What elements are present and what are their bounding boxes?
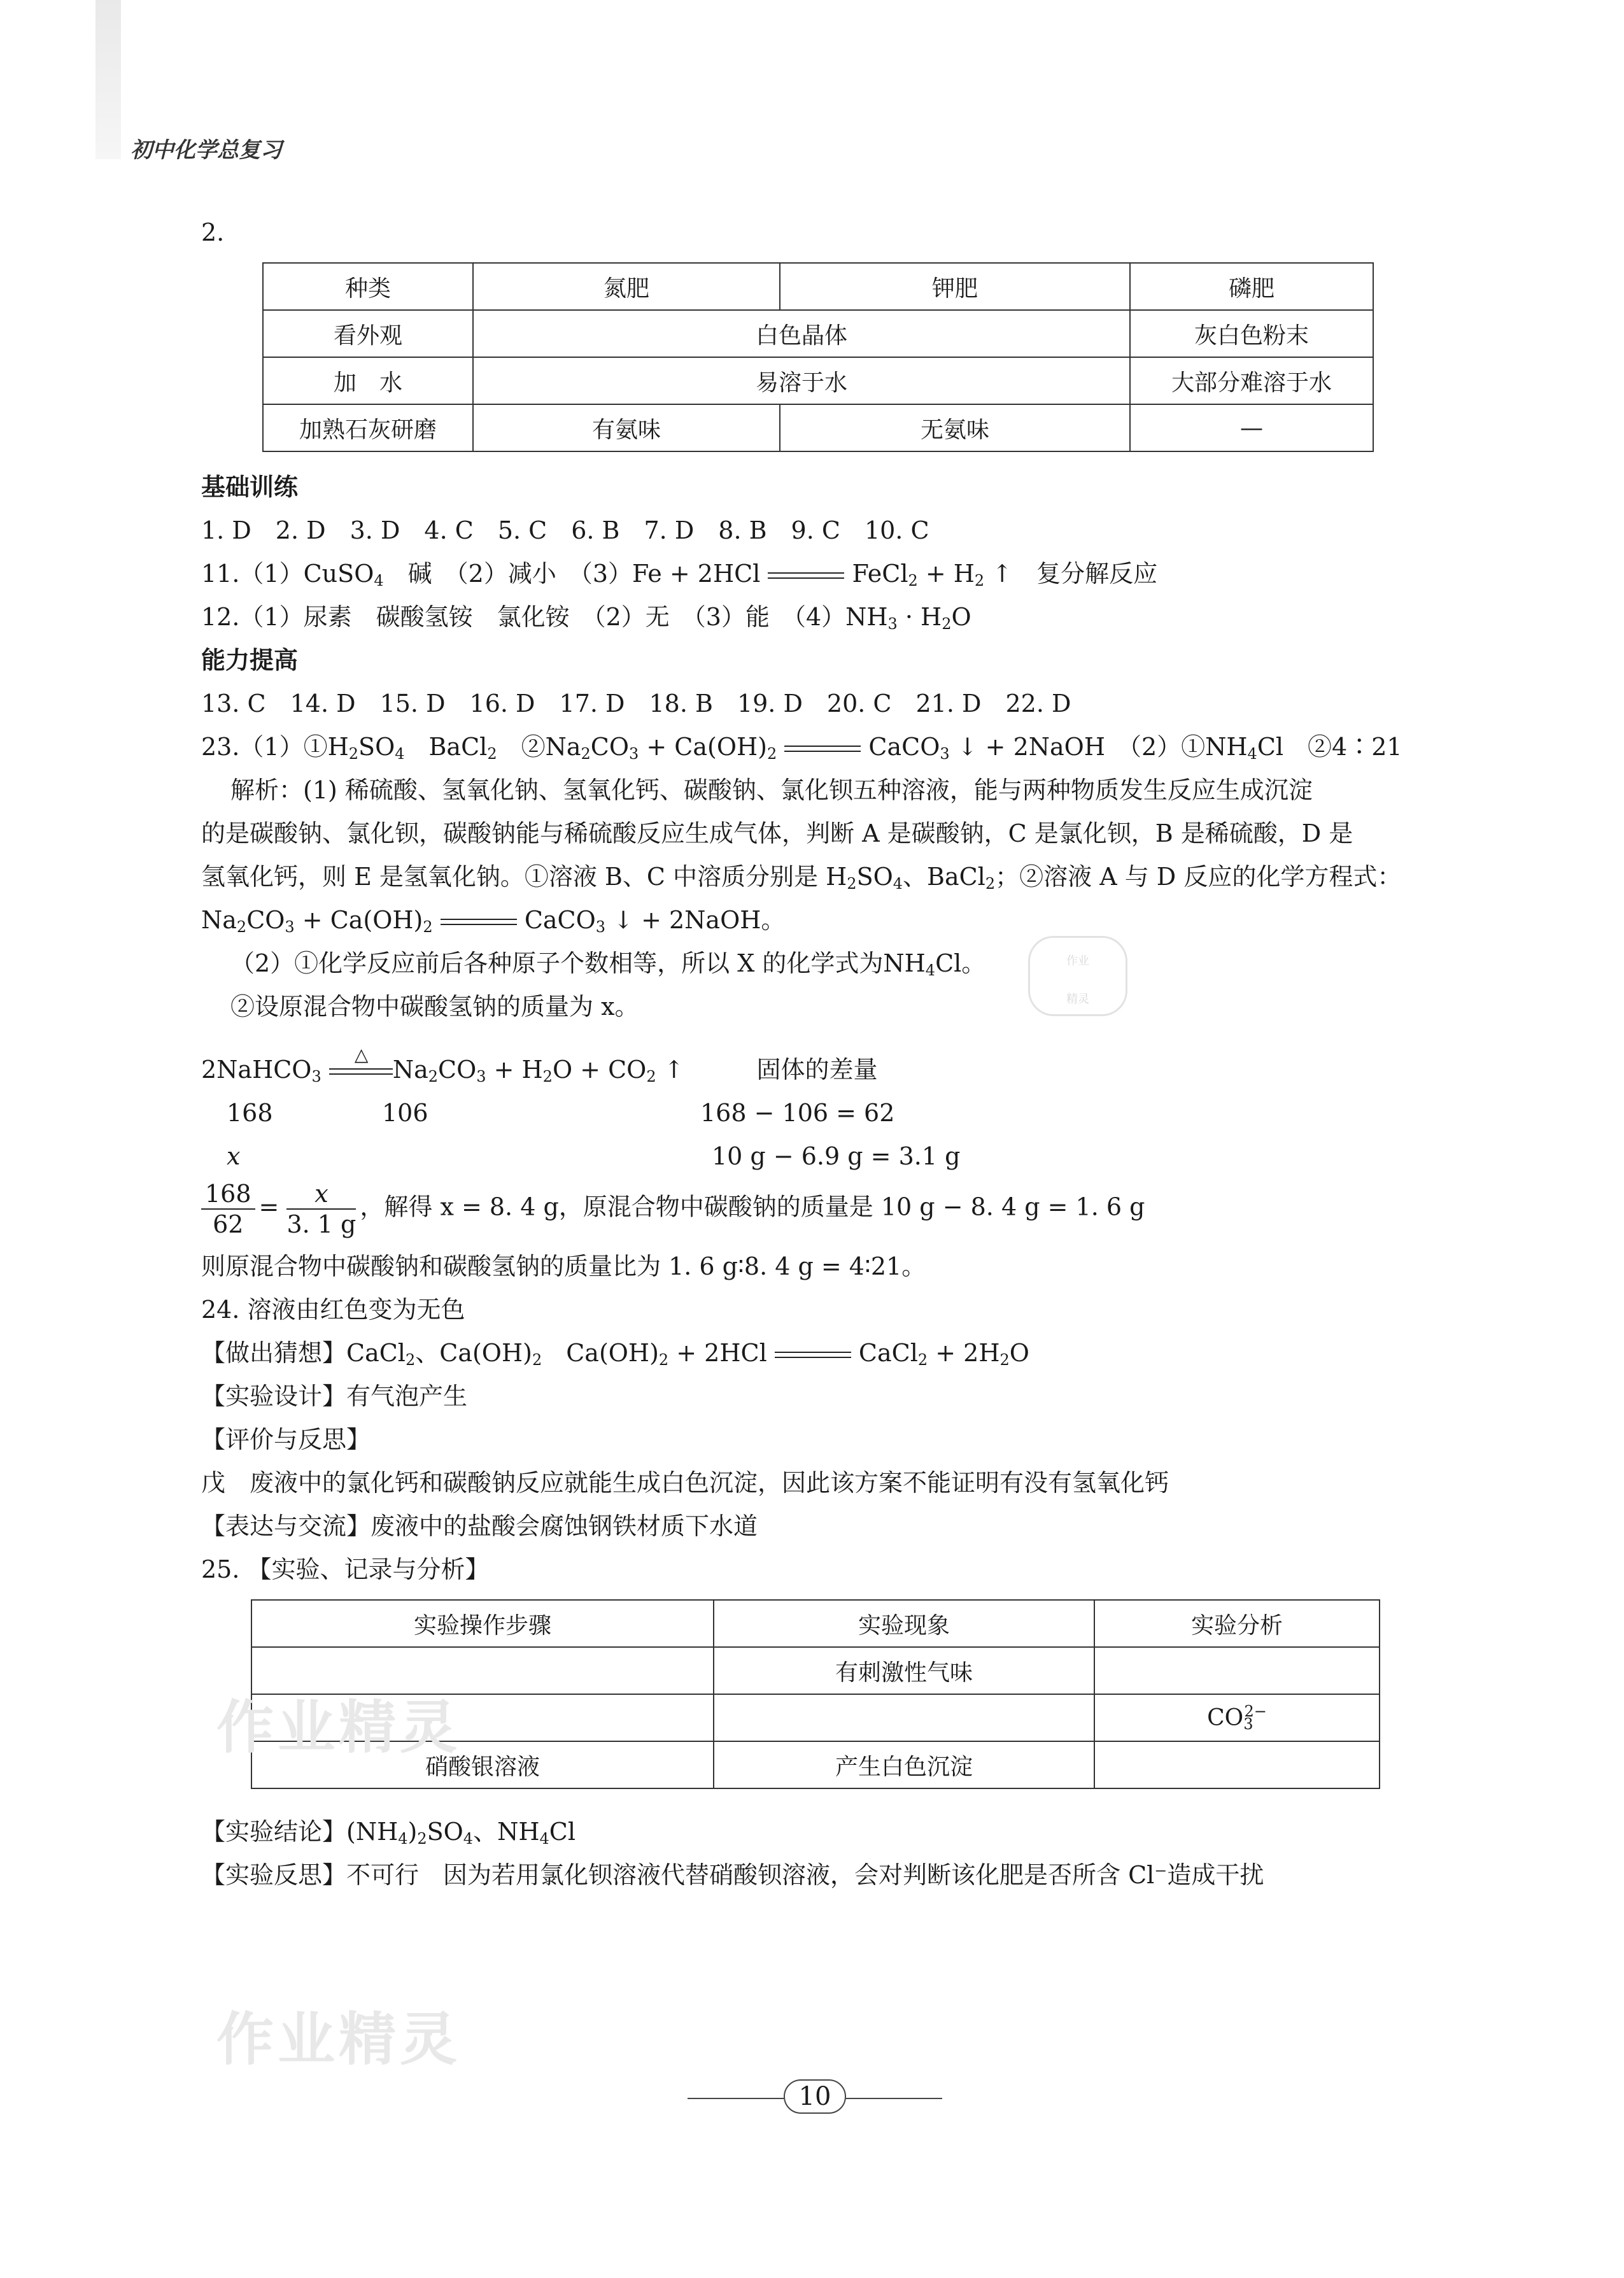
answer-12: 12.（1）尿素 碳酸氢铵 氯化铵 （2）无 （3）能 $(4)NH_3 \cdot H_2O$ (201, 603, 971, 633)
analysis-line-3: 氢氧化钙，则 E 是氢氧化钠。①溶液 B、C 中溶质分别是 $H_2SO_4$、BaCl$_2$；②溶液 A 与 D 反应的化学方程式： (201, 863, 1402, 893)
analysis-line-4: $Na_2CO_3 + Ca(OH)_2$ CaCO$_3$ ↓ + 2NaOH。 (201, 906, 786, 936)
watermark-stamp: 作业 精灵 (1028, 936, 1127, 1016)
fraction-left: $\frac{168}{62}$ (201, 1179, 255, 1239)
cell: 钾肥 (780, 263, 1130, 310)
watermark: 作业精灵 (216, 1694, 461, 1761)
cell: 白色晶体 (473, 310, 1130, 357)
evaluation-answer: 戊 废液中的氯化钙和碳酸钠反应就能生成白色沉淀，因此该方案不能证明有没有氢氧化钙 (201, 1469, 1169, 1497)
cell: 大部分难溶于水 (1130, 357, 1373, 404)
cell: 磷肥 (1130, 263, 1373, 310)
evaluation-heading: 【评价与反思】 (201, 1426, 371, 1454)
header-cell: 实验操作步骤 (251, 1600, 714, 1647)
experiment-reflection: 【实验反思】不可行 因为若用氯化钡溶液代替硝酸钡溶液，会对判断该化肥是否所含 Cl⁻造成干扰 (201, 1861, 1264, 1889)
cell: 产生白色沉淀 (714, 1741, 1094, 1788)
calc-x: x (227, 1142, 241, 1170)
running-header: 初中化学总复习 (131, 138, 282, 163)
experiment-conclusion: 【实验结论】$(NH_4)_2SO_4$、$NH_4Cl$ (201, 1818, 575, 1848)
cell: 看外观 (263, 310, 473, 357)
proportion-line: $\frac{168}{62}$ = $\frac{x}{3. 1 g}$ ，解得 x = 8. 4 g，原混合物中碳酸钠的质量是 10 g − 8. 4 g = 1. 6 g (201, 1179, 1145, 1239)
calc-label: 固体的差量 (756, 1056, 878, 1084)
analysis-part2-2: ②设原混合物中碳酸氢钠的质量为 x。 (230, 993, 639, 1021)
answer-23: $23.(1)①H_2SO_4$ BaCl$_2$ $②Na_2CO_3 + Ca(OH)_2$ CaCO$_3$ ↓ + 2NaOH $(2)①NH_4Cl$ ②4∶21 (201, 733, 1402, 763)
cell: 氮肥 (473, 263, 780, 310)
cell (1094, 1647, 1380, 1694)
q2-label: 2. (201, 218, 225, 246)
analysis-line-2: 的是碳酸钠、氯化钡，碳酸钠能与稀硫酸反应生成气体，判断 A 是碳酸钠，C 是氯化钡，B 是稀硫酸，D 是 (201, 819, 1353, 847)
cell: 有刺激性气味 (714, 1647, 1094, 1694)
cell (1094, 1741, 1380, 1788)
cell: $CO_3^{2-}$ (1094, 1694, 1380, 1741)
watermark: 作业精灵 (216, 2006, 461, 2073)
expression-exchange: 【表达与交流】废液中的盐酸会腐蚀钢铁材质下水道 (201, 1512, 758, 1540)
cell: 无氨味 (780, 404, 1130, 451)
cell: 灰白色粉末 (1130, 310, 1373, 357)
decomposition-equation: 2NaHCO$_3$ △ $Na_2CO_3 + H_2O + CO_2$ ↑ 固体的差量 (201, 1043, 878, 1086)
cell: — (1130, 404, 1373, 451)
header-cell: 实验分析 (1094, 1600, 1380, 1647)
answer-11: 11.（1）CuSO$_4$ 碱 （2）减小 （3）Fe + 2HCl FeCl$_2$ + $H_2$ ↑ 复分解反应 (201, 560, 1158, 590)
answer-25-title: 25. 【实验、记录与分析】 (201, 1555, 490, 1583)
section-heading-basic: 基础训练 (201, 473, 299, 501)
mass-ratio: 则原混合物中碳酸钠和碳酸氢钠的质量比为 1. 6 g∶8. 4 g = 4∶21。 (201, 1252, 926, 1280)
hypothesis: 【做出猜想】CaCl$_2$、$Ca(OH)_2$ $Ca(OH)_2 + 2HCl$ CaCl$_2$ + $2H_2O$ (201, 1339, 1029, 1369)
analysis-part2-1: （2）①化学反应前后各种原子个数相等，所以 X 的化学式为$NH_4Cl$。 (230, 949, 986, 979)
analysis-line-1: 解析：(1) 稀硫酸、氢氧化钠、氢氧化钙、碳酸钠、氯化钡五种溶液，能与两种物质发生反应生成沉淀 (230, 776, 1313, 804)
cell: 加熟石灰研磨 (263, 404, 473, 451)
cell: 硝酸银溶液 (251, 1741, 714, 1788)
calc-diff: 168 − 106 = 62 (700, 1099, 895, 1127)
cell: 易溶于水 (473, 357, 1130, 404)
fraction-right: $\frac{x}{3. 1 g}$ (286, 1180, 357, 1238)
cell: 种类 (263, 263, 473, 310)
header-cell: 实验现象 (714, 1600, 1094, 1647)
calc-m2: 106 (382, 1099, 428, 1127)
experiment-design: 【实验设计】有气泡产生 (201, 1382, 468, 1410)
calc-m1: 168 (227, 1099, 273, 1127)
answer-24: 24. 溶液由红色变为无色 (201, 1296, 465, 1324)
side-decoration-bar (95, 0, 121, 159)
ability-answers: 13. C 14. D 15. D 16. D 17. D 18. B 19. D 20. C 21. D 22. D (201, 690, 1071, 718)
section-heading-ability: 能力提高 (201, 646, 299, 674)
fertilizer-table (262, 262, 1374, 452)
cell: 有氨味 (473, 404, 780, 451)
cell: 加 水 (263, 357, 473, 404)
cell (714, 1694, 1094, 1741)
page-number: 10 (688, 2082, 942, 2111)
basic-answers: 1. D 2. D 3. D 4. C 5. C 6. B 7. D 8. B 9. C 10. C (201, 516, 929, 544)
calc-diff2: 10 g − 6.9 g = 3.1 g (712, 1142, 961, 1170)
